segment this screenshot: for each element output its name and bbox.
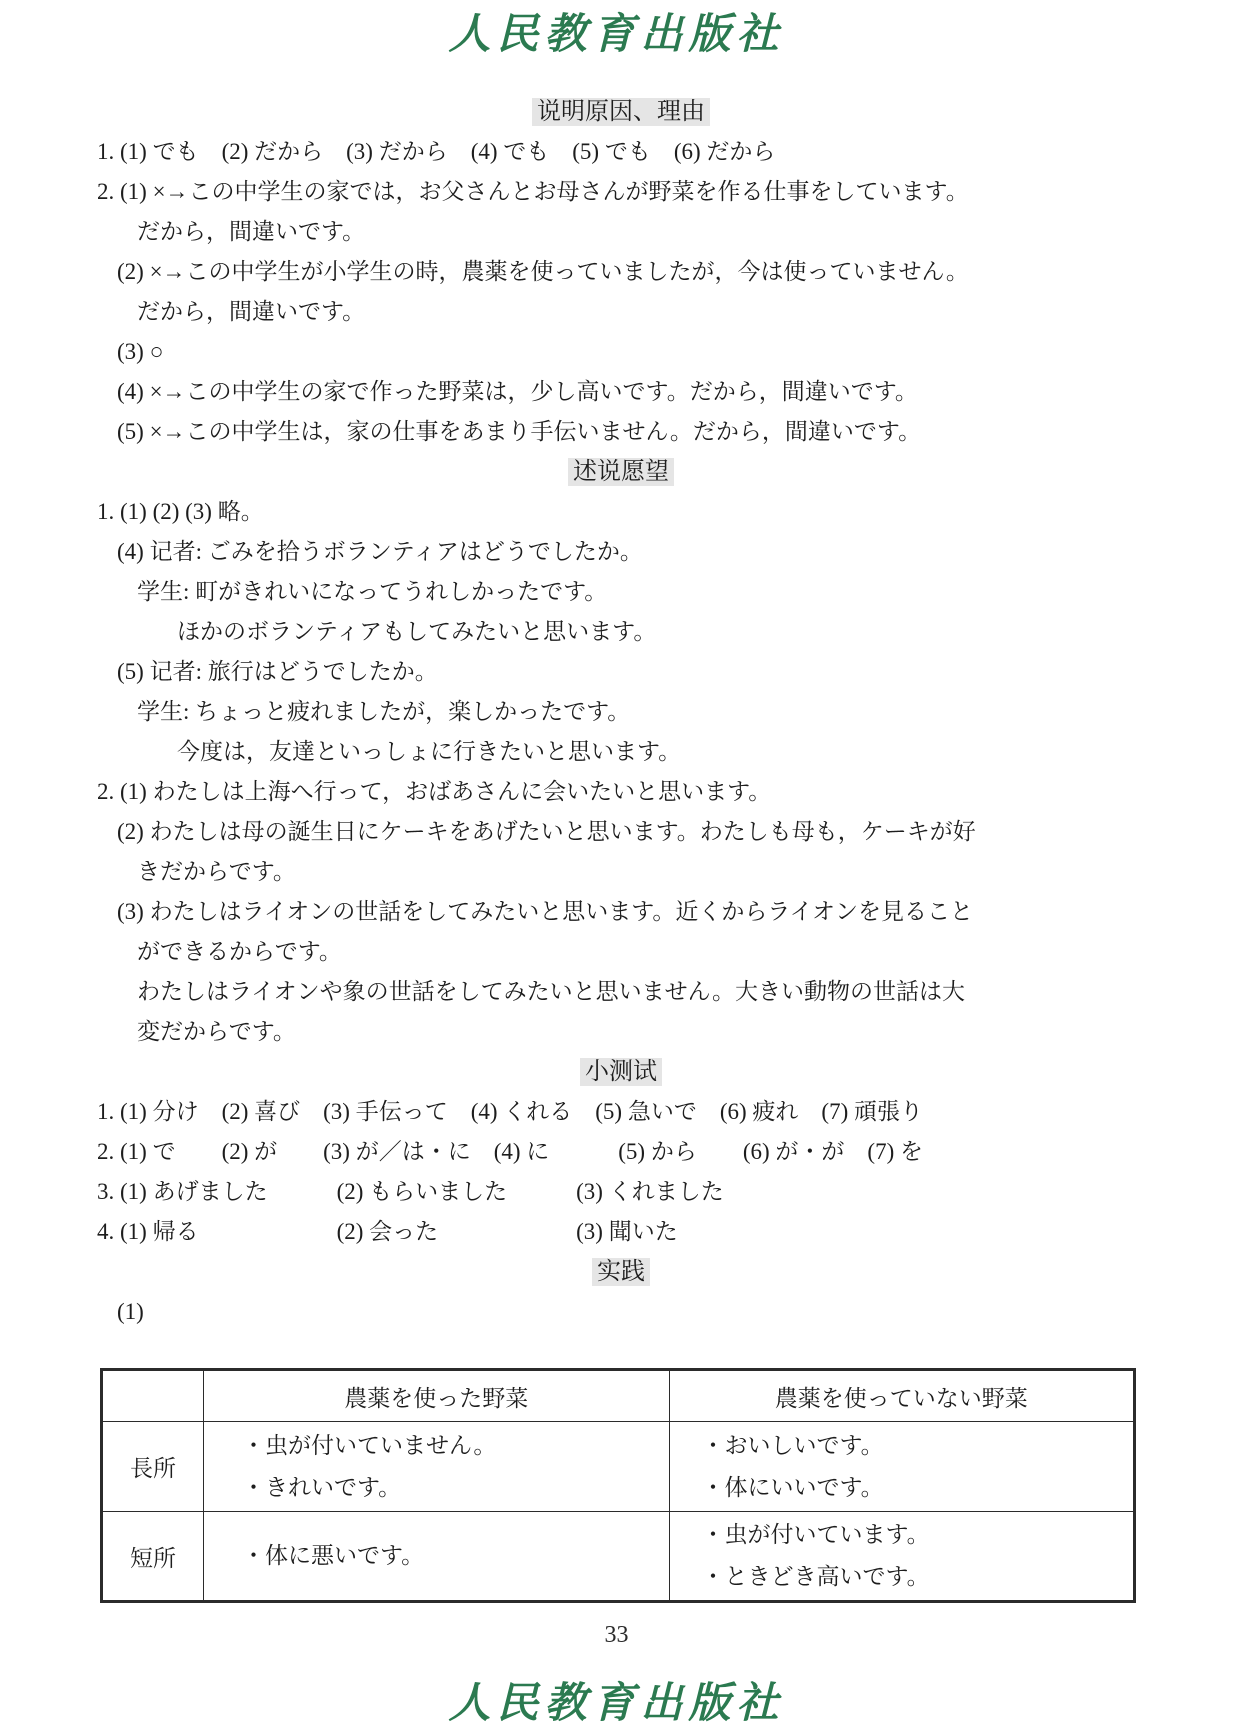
bullet-item: ・虫が付いていません。 (242, 1432, 497, 1458)
table-header-with-pesticide: 農薬を使った野菜 (204, 1370, 670, 1422)
merits-without-pesticide-cell (669, 1422, 1135, 1512)
demerits-with-pesticide-cell (204, 1512, 670, 1602)
dialogue-continuation: 今度は，友達といっしょに行きたいと思います。 (177, 739, 682, 764)
dialogue-reporter-line: (5) 记者: 旅行はどうでしたか。 (117, 659, 438, 684)
page-number: 33 (604, 1622, 629, 1648)
answer-line: (2) わたしは母の誕生日にケーキをあげたいと思います。わたしも母も，ケーキが好 (117, 819, 976, 844)
answer-line: (2) ×→この中学生が小学生の時，農薬を使っていましたが，今は使っていません。 (117, 259, 969, 284)
answer-line-continuation: わたしはライオンや象の世話をしてみたいと思いません。大きい動物の世話は大 (137, 979, 965, 1004)
section-heading-text: 述说愿望 (568, 458, 674, 486)
row-label-merits: 長所 (102, 1422, 204, 1512)
bullet-item: ・体にいいです。 (701, 1474, 884, 1500)
answer-line: 4. (1) 帰る (2) 会った (3) 聞いた (97, 1219, 678, 1244)
section-heading-practice (97, 1252, 1145, 1292)
section-heading-quiz (97, 1052, 1145, 1092)
bullet-item: ・きれいです。 (242, 1474, 402, 1500)
answer-line-continuation: ができるからです。 (137, 939, 342, 964)
answer-line: 1. (1) 分け (2) 喜び (3) 手伝って (4) くれる (5) 急いで (6) 疲れ (7) 頑張り (97, 1099, 923, 1124)
merits-with-pesticide-cell (204, 1422, 670, 1512)
publisher-logo-top: 人民教育出版社 (448, 9, 785, 58)
table-row-merits (102, 1422, 1135, 1512)
bullet-item: ・虫が付いています。 (701, 1522, 930, 1547)
dialogue-student-line: 学生: 町がきれいになってうれしかったです。 (137, 579, 608, 604)
table-corner-cell (102, 1370, 204, 1422)
answer-line: (3) ○ (117, 339, 164, 364)
demerits-without-pesticide-cell (669, 1512, 1135, 1602)
answer-line: 2. (1) わたしは上海へ行って，おばあさんに会いたいと思います。 (97, 779, 772, 804)
bullet-item: ・おいしいです。 (701, 1432, 884, 1458)
table-row-demerits (102, 1512, 1135, 1602)
table-header-without-pesticide: 農薬を使っていない野菜 (669, 1370, 1135, 1422)
answer-line: 1. (1) (2) (3) 略。 (97, 499, 264, 524)
page-content (97, 92, 1145, 1332)
section-heading-text: 小测试 (580, 1058, 662, 1086)
dialogue-reporter-line: (4) 记者: ごみを拾うボランティアはどうでしたか。 (117, 539, 643, 564)
section-heading-text: 实践 (592, 1258, 650, 1286)
answer-line: 1. (1) でも (2) だから (3) だから (4) でも (5) でも (6) だから (97, 139, 776, 164)
practice-item-number: (1) (117, 1299, 144, 1324)
dialogue-continuation: ほかのボランティアもしてみたいと思います。 (177, 619, 657, 644)
row-label-demerits: 短所 (102, 1512, 204, 1602)
practice-table (100, 1368, 1136, 1603)
publisher-logo-bottom: 人民教育出版社 (448, 1678, 785, 1727)
answer-line-continuation: 変だからです。 (137, 1019, 296, 1044)
dialogue-student-line: 学生: ちょっと疲れましたが，楽しかったです。 (137, 699, 631, 724)
answer-line: (3) わたしはライオンの世話をしてみたいと思います。近くからライオンを見ること (117, 899, 973, 924)
section-heading-text: 说明原因、理由 (532, 98, 710, 126)
answer-line: (5) ×→この中学生は，家の仕事をあまり手伝いません。だから，間違いです。 (117, 419, 922, 444)
answer-line-continuation: きだからです。 (137, 859, 296, 884)
table-header-row (102, 1370, 1135, 1422)
bullet-item: ・体に悪いです。 (242, 1543, 425, 1568)
answer-line-continuation: だから，間違いです。 (137, 219, 366, 244)
answer-line: (4) ×→この中学生の家で作った野菜は，少し高いです。だから，間違いです。 (117, 379, 918, 404)
answer-line: 3. (1) あげました (2) もらいました (3) くれました (97, 1179, 724, 1204)
section-heading-explain-reasons (97, 92, 1145, 132)
answer-line: 2. (1) ×→この中学生の家では，お父さんとお母さんが野菜を作る仕事をしています。 (97, 179, 969, 204)
section-heading-express-wishes (97, 452, 1145, 492)
answer-line-continuation: だから，間違いです。 (137, 299, 366, 324)
bullet-item: ・ときどき高いです。 (701, 1564, 930, 1589)
answer-line: 2. (1) で (2) が (3) が／は・に (4) に (5) から (6) が・が (7) を (97, 1139, 923, 1164)
